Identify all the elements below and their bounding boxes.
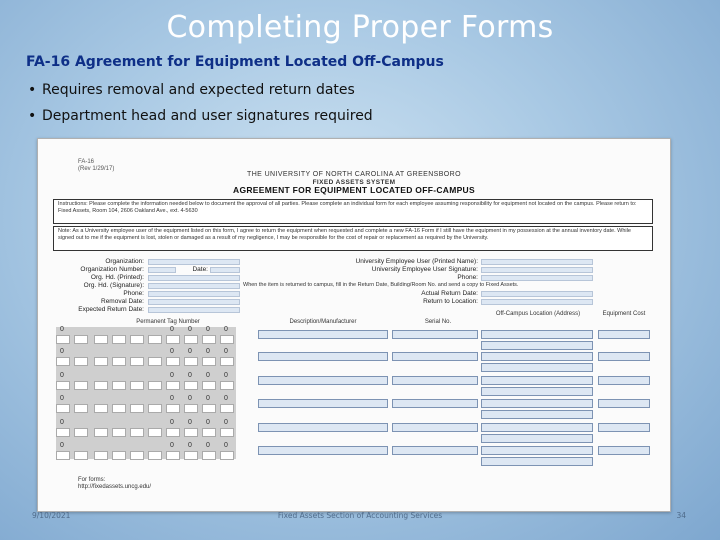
tag-zero: 0 <box>170 326 174 333</box>
tag-zero: 0 <box>60 442 64 449</box>
serial-field[interactable] <box>392 399 478 408</box>
tag-zero: 0 <box>60 419 64 426</box>
description-field[interactable] <box>258 399 388 408</box>
tag-digit-cell[interactable] <box>56 451 70 460</box>
location-field-line2[interactable] <box>481 457 593 466</box>
tag-digit-cell[interactable] <box>202 428 216 437</box>
tag-digit-cell[interactable] <box>166 381 180 390</box>
label-date: Date: <box>192 266 208 273</box>
employee-phone-field[interactable] <box>481 275 593 281</box>
tag-digit-cell[interactable] <box>130 404 144 413</box>
location-field[interactable] <box>481 399 593 408</box>
cost-field[interactable] <box>598 330 650 339</box>
description-field[interactable] <box>258 376 388 385</box>
tag-zero: 0 <box>170 372 174 379</box>
column-location: Off-Campus Location (Address) <box>495 311 581 317</box>
tag-digit-cell[interactable] <box>56 404 70 413</box>
tag-digit-cell[interactable] <box>148 335 162 344</box>
tag-zero: 0 <box>224 419 228 426</box>
org-number-field[interactable] <box>148 267 176 273</box>
tag-digit-cell[interactable] <box>94 404 108 413</box>
tag-digit-cell[interactable] <box>74 451 88 460</box>
phone-field[interactable] <box>148 291 240 297</box>
tag-digit-cell[interactable] <box>94 381 108 390</box>
location-field-line2[interactable] <box>481 363 593 372</box>
tag-digit-cell[interactable] <box>202 404 216 413</box>
expected-return-field[interactable] <box>148 307 240 313</box>
column-cost: Equipment Cost <box>602 311 646 317</box>
form-university: THE UNIVERSITY OF NORTH CAROLINA AT GREENSBORO <box>247 171 461 178</box>
location-field-line2[interactable] <box>481 341 593 350</box>
organization-field[interactable] <box>148 259 240 265</box>
org-head-signature-field[interactable] <box>148 283 240 289</box>
label-phone: Phone: <box>123 290 144 297</box>
column-tag: Permanent Tag Number <box>136 319 200 325</box>
tag-digit-cell[interactable] <box>166 335 180 344</box>
date-field[interactable] <box>210 267 240 273</box>
tag-zero: 0 <box>224 372 228 379</box>
tag-zero: 0 <box>224 442 228 449</box>
tag-digit-cell[interactable] <box>220 357 234 366</box>
tag-zero: 0 <box>170 395 174 402</box>
label-removal-date: Removal Date: <box>101 298 144 305</box>
org-head-printed-field[interactable] <box>148 275 240 281</box>
form-system: FIXED ASSETS SYSTEM <box>312 179 396 186</box>
serial-field[interactable] <box>392 352 478 361</box>
bullet-item: • Department head and user signatures required <box>26 108 373 124</box>
tag-digit-cell[interactable] <box>74 404 88 413</box>
tag-digit-cell[interactable] <box>202 335 216 344</box>
cost-field[interactable] <box>598 399 650 408</box>
tag-digit-cell[interactable] <box>130 357 144 366</box>
tag-digit-cell[interactable] <box>148 451 162 460</box>
serial-field[interactable] <box>392 446 478 455</box>
bullet-item: • Requires removal and expected return dates <box>26 82 373 98</box>
tag-digit-cell[interactable] <box>184 451 198 460</box>
footer-date: 9/10/2021 <box>32 511 71 520</box>
tag-zero: 0 <box>60 326 64 333</box>
tag-zero: 0 <box>206 326 210 333</box>
location-field[interactable] <box>481 446 593 455</box>
label-actual-return: Actual Return Date: <box>421 290 478 297</box>
tag-digit-cell[interactable] <box>94 451 108 460</box>
tag-zero: 0 <box>170 442 174 449</box>
label-employee-printed: University Employee User (Printed Name): <box>355 258 478 265</box>
tag-digit-cell[interactable] <box>112 404 126 413</box>
description-field[interactable] <box>258 423 388 432</box>
form-title: AGREEMENT FOR EQUIPMENT LOCATED OFF-CAMPUS <box>233 185 475 195</box>
tag-zero: 0 <box>60 395 64 402</box>
tag-digit-cell[interactable] <box>166 451 180 460</box>
serial-field[interactable] <box>392 376 478 385</box>
tag-zero: 0 <box>206 442 210 449</box>
description-field[interactable] <box>258 330 388 339</box>
tag-digit-cell[interactable] <box>148 404 162 413</box>
tag-zero: 0 <box>188 326 192 333</box>
return-location-field[interactable] <box>481 299 593 305</box>
tag-digit-cell[interactable] <box>184 381 198 390</box>
tag-digit-cell[interactable] <box>166 357 180 366</box>
tag-zero: 0 <box>188 348 192 355</box>
serial-field[interactable] <box>392 423 478 432</box>
location-field-line2[interactable] <box>481 434 593 443</box>
label-org-head-signature: Org. Hd. (Signature): <box>83 282 144 289</box>
tag-digit-cell[interactable] <box>130 335 144 344</box>
tag-digit-cell[interactable] <box>166 404 180 413</box>
cost-field[interactable] <box>598 446 650 455</box>
removal-date-field[interactable] <box>148 299 240 305</box>
location-field[interactable] <box>481 330 593 339</box>
tag-digit-cell[interactable] <box>220 335 234 344</box>
slide-subtitle: FA-16 Agreement for Equipment Located Off-Campus <box>26 54 444 70</box>
tag-zero: 0 <box>188 395 192 402</box>
employee-signature-field[interactable] <box>481 267 593 273</box>
employee-printed-field[interactable] <box>481 259 593 265</box>
tag-zero: 0 <box>188 442 192 449</box>
bullet-list <box>26 82 373 134</box>
serial-field[interactable] <box>392 330 478 339</box>
tag-digit-cell[interactable] <box>94 428 108 437</box>
label-org-head-printed: Org. Hd. (Printed): <box>90 274 144 281</box>
actual-return-field[interactable] <box>481 291 593 297</box>
form-instructions: Instructions: Please complete the information needed below to document the approval of all parties. Please complete an individual form for each employee assuming responsibility for equipment not located on the campus. Please return to: Fixed Assets, Room 104, 2606 Oakland Ave., ext. 4-5630 <box>53 199 653 224</box>
column-description: Description/Manufacturer <box>289 319 357 325</box>
slide-title: Completing Proper Forms <box>166 10 554 45</box>
tag-zero: 0 <box>188 419 192 426</box>
tag-digit-cell[interactable] <box>220 451 234 460</box>
label-expected-return: Expected Return Date: <box>78 306 144 313</box>
location-field[interactable] <box>481 376 593 385</box>
location-field-line2[interactable] <box>481 387 593 396</box>
footer-page-number: 34 <box>676 511 686 520</box>
tag-digit-cell[interactable] <box>56 381 70 390</box>
tag-zero: 0 <box>224 348 228 355</box>
tag-digit-cell[interactable] <box>56 335 70 344</box>
tag-digit-cell[interactable] <box>112 381 126 390</box>
label-organization: Organization: <box>105 258 144 265</box>
tag-digit-cell[interactable] <box>130 381 144 390</box>
tag-zero: 0 <box>224 395 228 402</box>
tag-zero: 0 <box>206 395 210 402</box>
tag-digit-cell[interactable] <box>74 428 88 437</box>
tag-digit-cell[interactable] <box>220 428 234 437</box>
tag-digit-cell[interactable] <box>220 381 234 390</box>
column-serial: Serial No. <box>424 319 452 325</box>
tag-digit-cell[interactable] <box>148 381 162 390</box>
label-employee-phone: Phone: <box>457 274 478 281</box>
tag-zero: 0 <box>170 348 174 355</box>
tag-digit-cell[interactable] <box>148 428 162 437</box>
form-image <box>37 138 671 512</box>
tag-digit-cell[interactable] <box>112 451 126 460</box>
tag-digit-cell[interactable] <box>56 357 70 366</box>
tag-digit-cell[interactable] <box>94 335 108 344</box>
label-org-number: Organization Number: <box>80 266 144 273</box>
tag-digit-cell[interactable] <box>112 335 126 344</box>
label-employee-signature: University Employee User Signature: <box>371 266 478 273</box>
tag-zero: 0 <box>60 372 64 379</box>
tag-zero: 0 <box>206 348 210 355</box>
tag-zero: 0 <box>170 419 174 426</box>
tag-number-grid <box>56 327 236 459</box>
tag-zero: 0 <box>188 372 192 379</box>
tag-digit-cell[interactable] <box>148 357 162 366</box>
form-code: FA-16 (Rev 1/29/17) <box>78 159 115 172</box>
description-field[interactable] <box>258 352 388 361</box>
tag-digit-cell[interactable] <box>166 428 180 437</box>
tag-digit-cell[interactable] <box>74 381 88 390</box>
tag-zero: 0 <box>206 419 210 426</box>
tag-digit-cell[interactable] <box>184 404 198 413</box>
footer-center: Fixed Assets Section of Accounting Services <box>277 511 443 520</box>
location-field-line2[interactable] <box>481 410 593 419</box>
tag-digit-cell[interactable] <box>202 357 216 366</box>
tag-zero: 0 <box>60 348 64 355</box>
tag-zero: 0 <box>224 326 228 333</box>
tag-digit-cell[interactable] <box>130 428 144 437</box>
forms-link: For forms: http://fixedassets.uncg.edu/ <box>78 477 152 490</box>
tag-digit-cell[interactable] <box>74 335 88 344</box>
description-field[interactable] <box>258 446 388 455</box>
label-return-location: Return to Location: <box>423 298 478 305</box>
tag-digit-cell[interactable] <box>184 335 198 344</box>
tag-digit-cell[interactable] <box>184 357 198 366</box>
tag-digit-cell[interactable] <box>74 357 88 366</box>
location-field[interactable] <box>481 352 593 361</box>
tag-digit-cell[interactable] <box>56 428 70 437</box>
return-note: When the item is returned to campus, fill in the Return Date, Building/Room No. and send a copy to Fixed Assets. <box>243 282 519 288</box>
form-note: Note: As a University employee user of the equipment listed on this form, I agree to return the equipment when requested and complete a new FA-16 Form if I still have the equipment in my possession at the annual inventory date. While signed out to me if the equipment is lost, stolen or damaged as a result of my negligence, I may be responsible for the cost of repair or replacement as required by the University. <box>53 226 653 251</box>
tag-digit-cell[interactable] <box>112 428 126 437</box>
cost-field[interactable] <box>598 352 650 361</box>
tag-digit-cell[interactable] <box>130 451 144 460</box>
cost-field[interactable] <box>598 423 650 432</box>
tag-digit-cell[interactable] <box>112 357 126 366</box>
tag-digit-cell[interactable] <box>202 381 216 390</box>
tag-digit-cell[interactable] <box>94 357 108 366</box>
cost-field[interactable] <box>598 376 650 385</box>
location-field[interactable] <box>481 423 593 432</box>
tag-zero: 0 <box>206 372 210 379</box>
tag-digit-cell[interactable] <box>202 451 216 460</box>
tag-digit-cell[interactable] <box>220 404 234 413</box>
tag-digit-cell[interactable] <box>184 428 198 437</box>
